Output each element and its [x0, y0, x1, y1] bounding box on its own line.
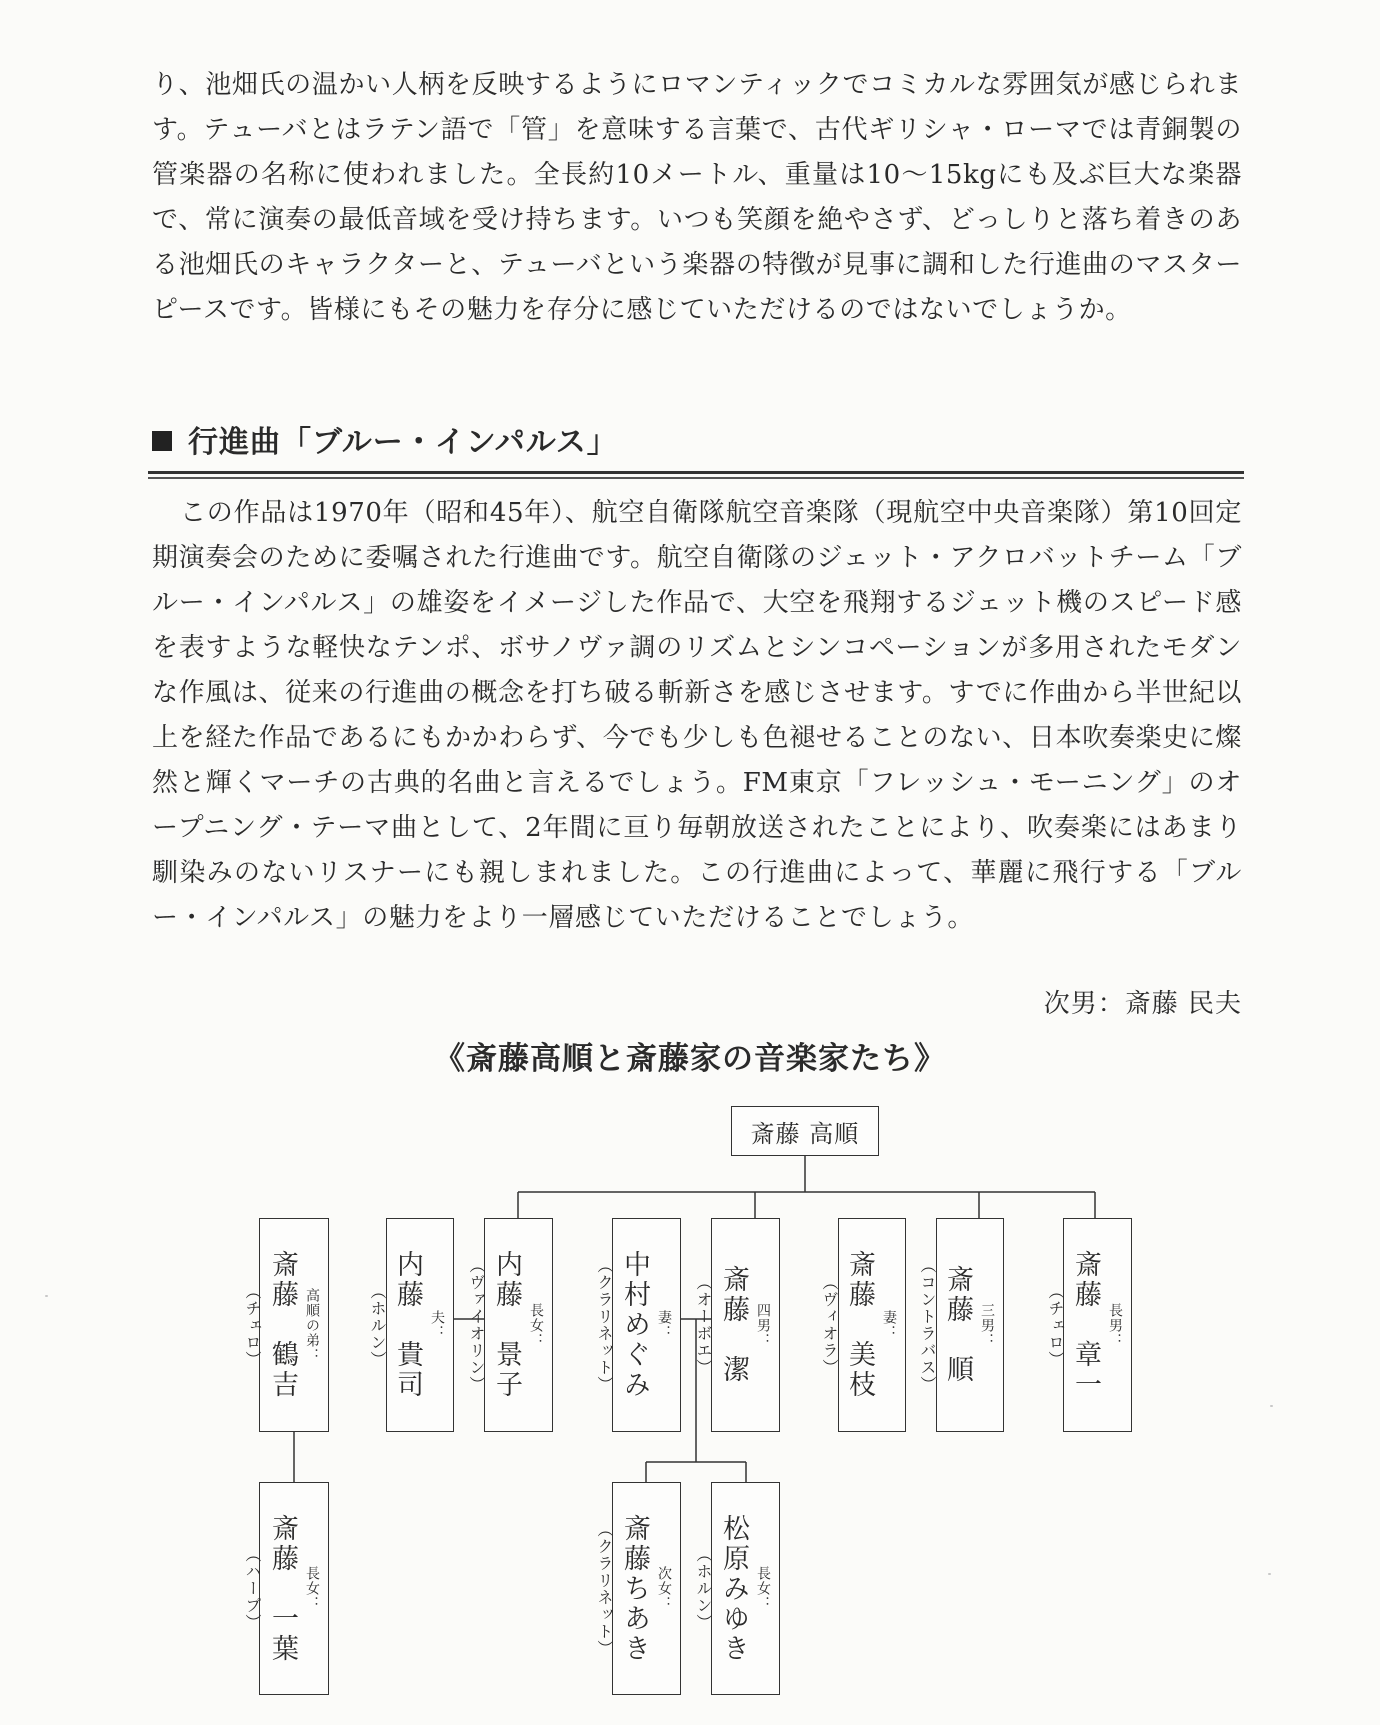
member-instrument: （クラリネット） — [595, 1257, 614, 1393]
member-box-jun — [918, 1218, 1004, 1432]
member-instrument: （クラリネット） — [595, 1520, 614, 1657]
member-box-chiaki — [595, 1482, 681, 1695]
member-instrument: （チェロ） — [1046, 1282, 1065, 1368]
section-heading — [152, 420, 618, 466]
member-role: 長女： — [528, 1302, 544, 1348]
member-name: 斎藤 潔 — [718, 1265, 749, 1385]
member-box-tsurukichi — [243, 1218, 329, 1432]
member-role: 長女： — [755, 1566, 771, 1611]
member-name: 斎藤 美枝 — [844, 1250, 875, 1400]
member-role: 夫： — [429, 1310, 445, 1340]
root-box — [731, 1106, 879, 1156]
member-instrument: （ホルン） — [694, 1546, 713, 1631]
member-role: 三男： — [979, 1302, 995, 1348]
member-name: 内藤 景子 — [491, 1250, 522, 1400]
member-name: 松原みゆき — [718, 1513, 749, 1664]
paper-speck — [1268, 1573, 1271, 1575]
member-name: 斎藤 章一 — [1070, 1250, 1101, 1400]
member-box-kiyoshi — [694, 1218, 780, 1432]
member-name: 斎藤 鶴吉 — [267, 1250, 298, 1400]
member-role: 長女： — [304, 1566, 320, 1611]
member-box-yoko — [243, 1482, 329, 1695]
member-box-takashi — [368, 1218, 454, 1432]
paragraph-text: り、池畑氏の温かい人柄を反映するようにロマンティックでコミカルな雰囲気が感じられます。テューバとはラテン語で「管」を意味する言葉で、古代ギリシャ・ローマでは青銅製の管楽器の名称に使われました。全長約10メートル、重量は10〜15kgにも及ぶ巨大な楽器で、常に演奏の最低音域を受け持ちます。いつも笑顔を絶やさず、どっしりと落ち着きのある池畑氏のキャラクターと、テューバという楽器の特徴が見事に調和した行進曲のマスターピースです。皆様にもその魅力を存分に感じていただけるのではないでしょうか。 — [152, 70, 1242, 325]
member-box-miyuki — [694, 1482, 780, 1695]
intro-paragraph — [152, 63, 1242, 333]
paper-speck — [45, 1295, 48, 1297]
member-instrument: （オーボエ） — [694, 1274, 713, 1376]
member-role: 妻： — [881, 1310, 897, 1340]
member-instrument: （ヴィオラ） — [820, 1274, 839, 1376]
member-box-shoichi — [1046, 1218, 1132, 1432]
section-body-text: この作品は1970年（昭和45年）、航空自衛隊航空音楽隊（現航空中央音楽隊）第10回定期演奏会のために委嘱された行進曲です。航空自衛隊のジェット・アクロバットチーム「ブルー・インパルス」の雄姿をイメージした作品で、大空を飛翔するジェット機のスピード感を表すような軽快なテンポ、ボサノヴァ調のリズムとシンコペーションが多用されたモダンな作風は、従来の行進曲の概念を打ち破る斬新さを感じさせます。すでに作曲から半世紀以上を経た作品であるにもかかわらず、今でも少しも色褪せることのない、日本吹奏楽史に燦然と輝くマーチの古典的名曲と言えるでしょう。FM東京「フレッシュ・モーニング」のオープニング・テーマ曲として、2年間に亘り毎朝放送されたことにより、吹奏楽にはあまり馴染みのないリスナーにも親しまれました。この行進曲によって、華麗に飛行する「ブルー・インパルス」の魅力をより一層感じていただけることでしょう。 — [152, 498, 1242, 933]
member-role: 妻： — [656, 1310, 672, 1340]
member-instrument: （ホルン） — [368, 1282, 387, 1368]
heading-rule-double — [148, 477, 1244, 479]
member-box-keiko — [467, 1218, 553, 1432]
member-instrument: （ハープ） — [243, 1546, 262, 1631]
member-name: 斎藤 一葉 — [267, 1513, 298, 1664]
member-name: 中村めぐみ — [619, 1250, 650, 1400]
diagram-title: 《斎藤高順と斎藤家の音楽家たち》 — [434, 1041, 946, 1077]
root-name: 斎藤 高順 — [750, 1119, 860, 1148]
member-role: 長男： — [1107, 1302, 1123, 1348]
paper-speck — [1270, 1405, 1273, 1407]
member-instrument: （コントラバス） — [918, 1257, 937, 1393]
member-name: 内藤 貴司 — [392, 1250, 423, 1400]
author-credit: 次男：斎藤 民夫 — [1043, 989, 1242, 1019]
member-instrument: （チェロ） — [243, 1282, 262, 1368]
member-instrument: （ヴァイオリン） — [467, 1257, 486, 1393]
square-bullet-icon — [152, 431, 172, 451]
member-name: 斎藤 順 — [942, 1265, 973, 1385]
member-role: 次女： — [656, 1566, 672, 1611]
member-name: 斎藤ちあき — [619, 1513, 650, 1664]
member-role: 四男： — [755, 1302, 771, 1348]
section-body — [152, 491, 1242, 941]
member-box-mieda — [820, 1218, 906, 1432]
member-box-megumi — [595, 1218, 681, 1432]
heading-rule — [148, 471, 1244, 474]
member-role: 高順の弟： — [304, 1287, 320, 1363]
section-heading-text: 行進曲「ブルー・インパルス」 — [188, 425, 618, 460]
